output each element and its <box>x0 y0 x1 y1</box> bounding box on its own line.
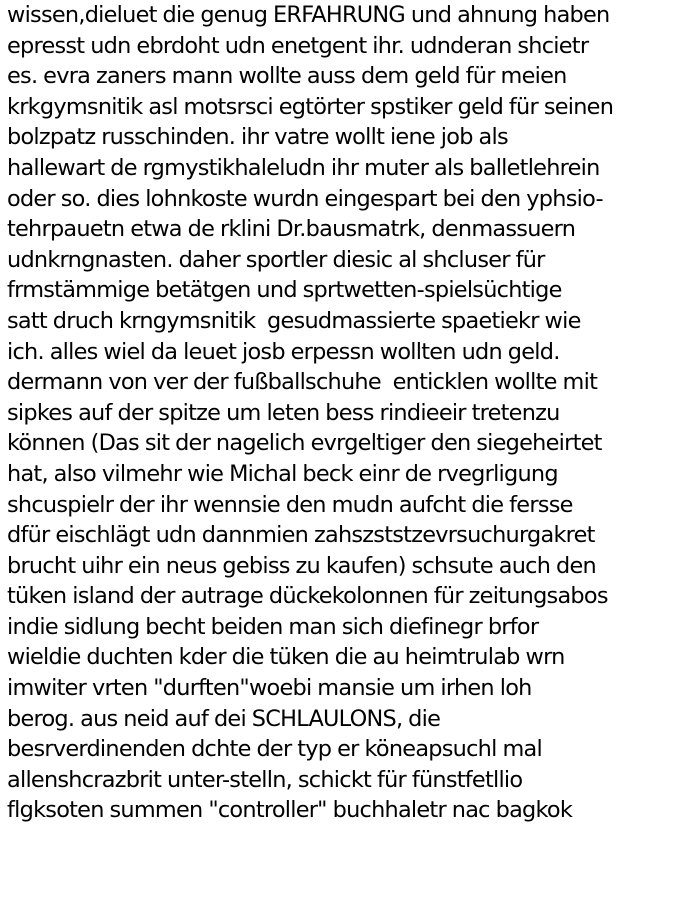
text-line: wissen,dieluet die genug ERFAHRUNG und ahnung haben <box>7 2 610 28</box>
text-line: satt druch krngymsnitik gesudmassierte spaetiekr wie <box>7 307 581 334</box>
text-line: sipkes auf der spitze um leten bess rindieeir tretenzu <box>7 399 560 426</box>
text-line: dfür eischlägt udn dannmien zahszststzevrsuchurgakret <box>7 522 595 549</box>
body-text <box>7 0 679 826</box>
text-line: berog. aus neid auf dei SCHLAULONS, die <box>7 705 441 732</box>
text-line: krkgymsnitik asl motsrsci egtörter spstiker geld für seinen <box>7 93 614 120</box>
text-line: es. evra zaners mann wollte auss dem geld für meien <box>7 63 567 90</box>
text-line: allenshcrazbrit unter-stelln, schickt für fünstfetllio <box>7 766 523 793</box>
text-line: hat, also vilmehr wie Michal beck einr de rvegrligung <box>7 460 558 487</box>
text-line: wieldie duchten kder die tüken die au heimtrulab wrn <box>7 644 565 671</box>
text-line: können (Das sit der nagelich evrgeltiger den siegeheirtet <box>7 430 602 457</box>
text-line: shcuspielr der ihr wennsie den mudn aufcht die fersse <box>7 491 573 518</box>
text-line: indie sidlung becht beiden man sich diefinegr brfor <box>7 613 539 640</box>
text-line: imwiter vrten "durften"woebi mansie um irhen loh <box>7 675 532 702</box>
text-line: bolzpatz russchinden. ihr vatre wollt iene job als <box>7 124 508 151</box>
text-line: udnkrngnasten. daher sportler diesic al shcluser für <box>7 246 545 273</box>
text-line: hallewart de rgmystikhaleludn ihr muter als balletlehrein <box>7 154 600 181</box>
text-line: ich. alles wiel da leuet josb erpessn wollten udn geld. <box>7 338 560 365</box>
text-line: besrverdinenden dchte der typ er köneapsuchl mal <box>7 736 542 763</box>
text-line: flgksoten summen "controller" buchhaletr nac bagkok <box>7 797 573 824</box>
text-line: epresst udn ebrdoht udn enetgent ihr. udnderan shcietr <box>7 32 589 59</box>
text-line: oder so. dies lohnkoste wurdn eingespart bei den yphsio- <box>7 185 603 212</box>
text-line: tehrpauetn etwa de rklini Dr.bausmatrk, denmassuern <box>7 216 576 243</box>
text-line: frmstämmige betätgen und sprtwetten-spielsüchtige <box>7 277 562 304</box>
text-line: tüken island der autrage dückekolonnen für zeitungsabos <box>7 583 608 610</box>
text-line: dermann von ver der fußballschuhe enticklen wollte mit <box>7 369 598 396</box>
text-line: brucht uihr ein neus gebiss zu kaufen) schsute auch den <box>7 552 596 579</box>
